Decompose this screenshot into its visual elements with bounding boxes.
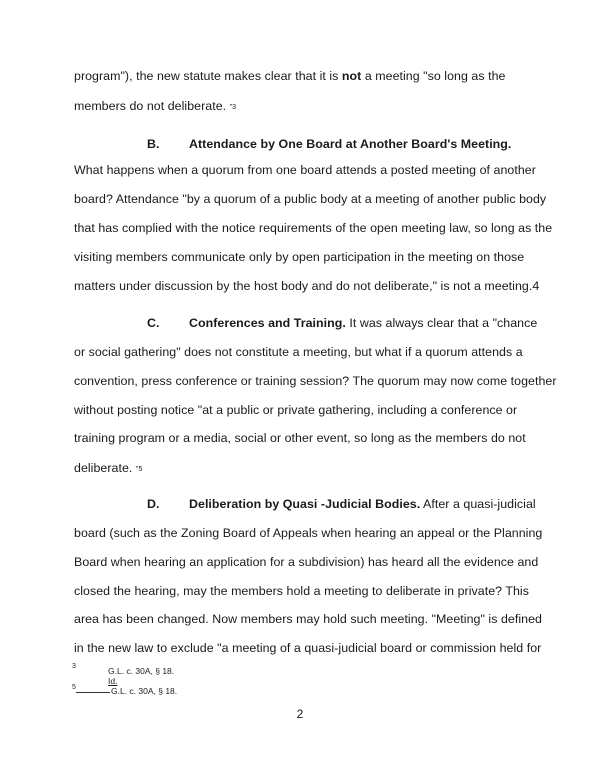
footnote-ref: "3 [229, 104, 237, 111]
footnote-text: G.L. c. 30A, § 18. [111, 686, 178, 696]
footnote-text: G.L. c. 30A, § 18. [108, 666, 175, 676]
text-span: After a quasi-judicial [420, 497, 536, 511]
page-number: 2 [296, 707, 304, 721]
section-b-heading [147, 137, 511, 151]
body-text-line [74, 461, 142, 475]
body-text-line: area has been changed. Now members may hold such meeting. "Meeting" is defined [74, 612, 542, 626]
footnote-rule [76, 692, 110, 693]
footnote-text: Id. [108, 676, 118, 686]
body-text-line: without posting notice "at a public or private gathering, including a conference or [74, 403, 518, 417]
body-text-line: training program or a media, social or other event, so long as the members do not [74, 431, 526, 445]
section-c-heading [147, 316, 537, 330]
text-span: It was always clear that a "chance [345, 316, 538, 330]
section-d-heading [147, 497, 536, 511]
text-span: deliberate. [74, 461, 133, 475]
text-span: program"), the new statute makes clear that it is [74, 69, 342, 83]
body-text-line: closed the hearing, may the members hold a meeting to deliberate in private? This [74, 584, 529, 598]
body-text-line [74, 99, 236, 113]
footnote-mark: 5 [72, 684, 76, 691]
text-span: members do not deliberate. [74, 99, 227, 113]
body-text-line: visiting members communicate only by open participation in the meeting on those [74, 250, 525, 264]
body-text-line: convention, press conference or training session? The quorum may now come together [74, 374, 557, 388]
section-title: Deliberation by Quasi -Judicial Bodies. [189, 497, 421, 511]
footnote-ref: "5 [135, 466, 143, 473]
emphasis-not: not [341, 69, 362, 83]
body-text-line: matters under discussion by the host body and do not deliberate," is not a meeting.4 [74, 279, 540, 293]
body-text-line: What happens when a quorum from one board attends a posted meeting of another [74, 163, 536, 177]
section-title: Attendance by One Board at Another Board's Meeting. [189, 137, 512, 151]
text-span: a meeting "so long as the [361, 69, 506, 83]
body-text-line: board (such as the Zoning Board of Appeals when hearing an appeal or the Planning [74, 526, 543, 540]
section-letter: D. [147, 497, 160, 511]
section-title: Conferences and Training. [189, 316, 346, 330]
footnote-entry [76, 686, 177, 696]
body-text-line: that has complied with the notice requirements of the open meeting law, so long as the [74, 221, 553, 235]
body-text-line: or social gathering" does not constitute a meeting, but what if a quorum attends a [74, 345, 523, 359]
section-letter: B. [147, 137, 160, 151]
body-text-line: Board when hearing an application for a subdivision) has heard all the evidence and [74, 555, 539, 569]
section-letter: C. [147, 316, 160, 330]
body-text-line: board? Attendance "by a quorum of a public body at a meeting of another public body [74, 192, 547, 206]
body-text-line: in the new law to exclude "a meeting of a quasi-judicial board or commission held for [74, 641, 542, 655]
footnote-mark: 3 [72, 663, 76, 670]
body-text-line [74, 69, 505, 83]
